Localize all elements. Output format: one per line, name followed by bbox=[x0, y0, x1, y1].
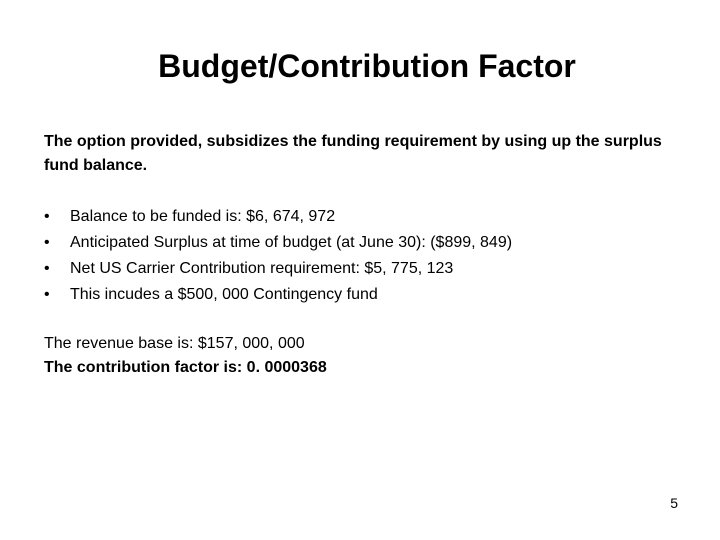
page-number: 5 bbox=[670, 495, 678, 511]
bullet-marker: • bbox=[44, 208, 50, 225]
bullet-text: Anticipated Surplus at time of budget (at June 30): ($899, 849) bbox=[70, 234, 513, 251]
bullet-list bbox=[44, 204, 684, 308]
bullet-marker: • bbox=[44, 260, 50, 277]
bullet-item bbox=[44, 256, 684, 282]
bullet-item bbox=[44, 282, 684, 308]
contribution-factor-line: The contribution factor is: 0. 0000368 bbox=[44, 359, 327, 376]
slide-title: Budget/Contribution Factor bbox=[158, 48, 576, 84]
revenue-base-line: The revenue base is: $157, 000, 000 bbox=[44, 335, 305, 352]
bullet-item bbox=[44, 204, 684, 230]
bullet-marker: • bbox=[44, 234, 50, 251]
bullet-marker: • bbox=[44, 286, 50, 303]
intro-paragraph: The option provided, subsidizes the funding requirement by using up the surplus fund balance. bbox=[44, 133, 662, 174]
bullet-text: Balance to be funded is: $6, 674, 972 bbox=[70, 208, 336, 225]
bullet-text: Net US Carrier Contribution requirement: $5, 775, 123 bbox=[70, 260, 454, 277]
bullet-text: This incudes a $500, 000 Contingency fund bbox=[70, 286, 378, 303]
bullet-item bbox=[44, 230, 684, 256]
